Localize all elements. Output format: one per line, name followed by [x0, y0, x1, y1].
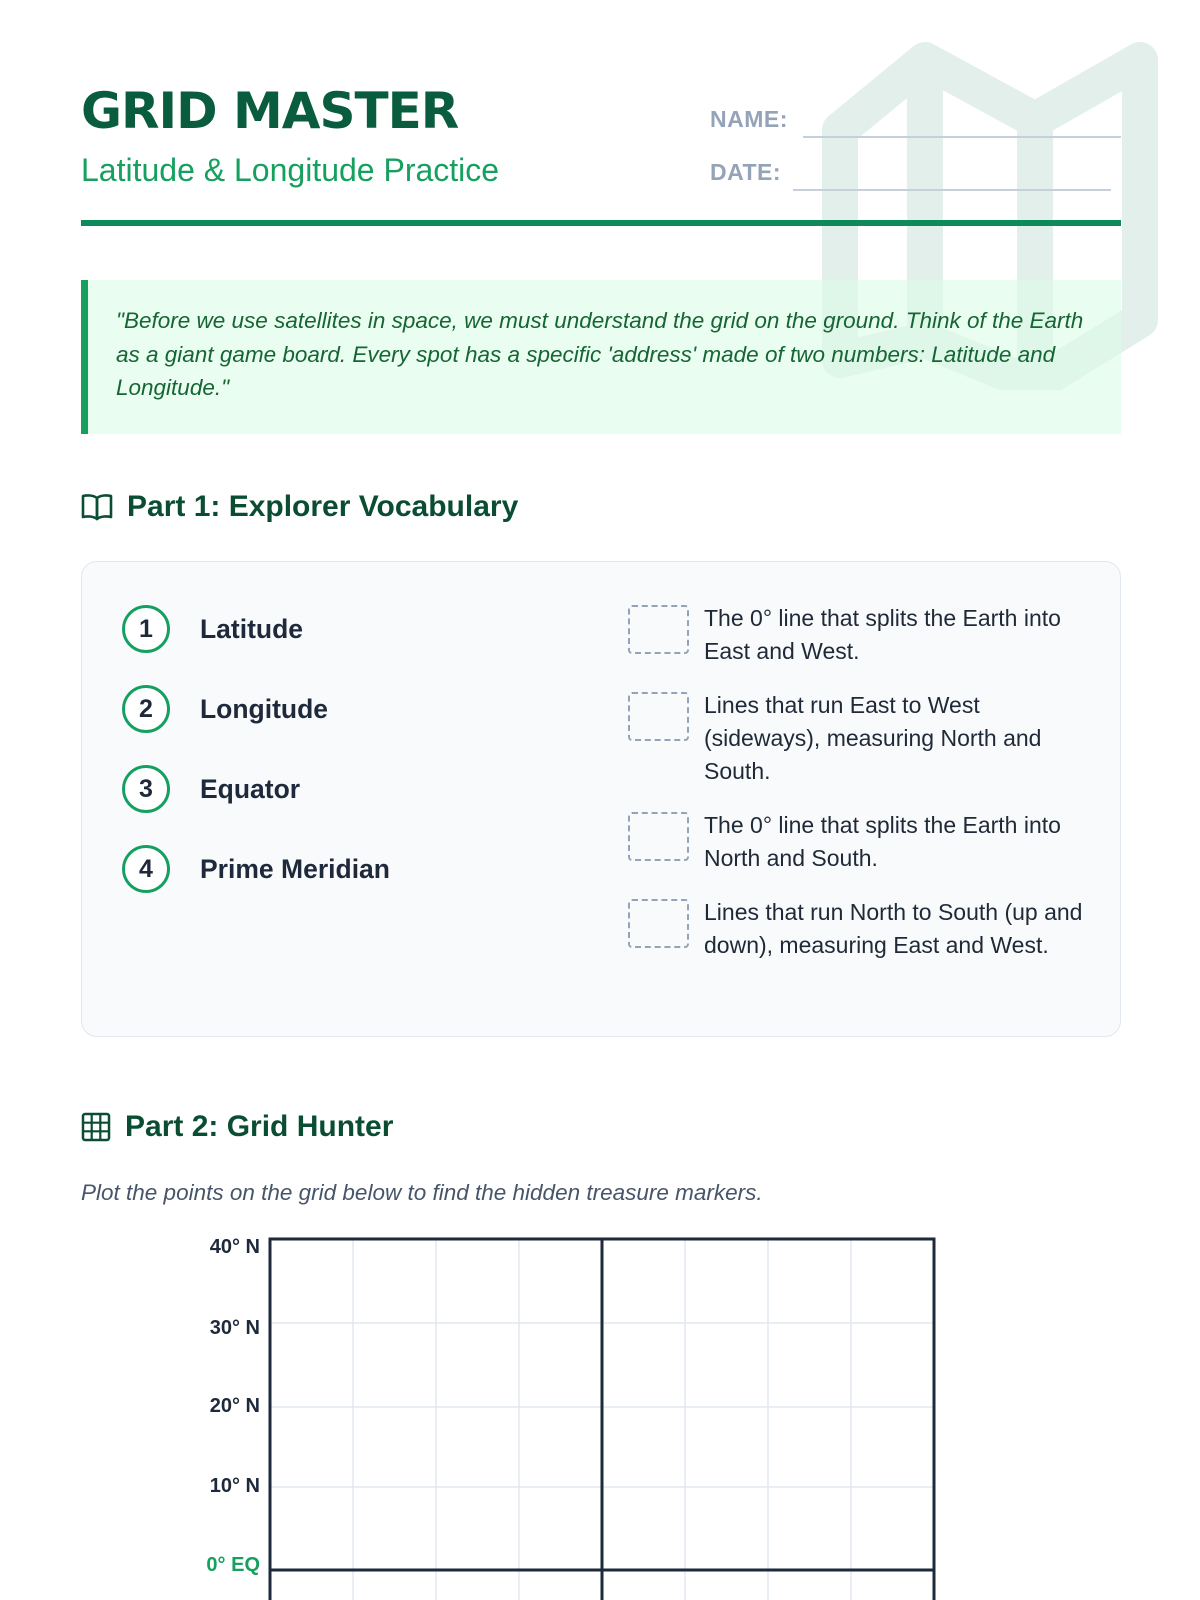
header-divider [81, 220, 1121, 226]
answer-box[interactable] [628, 692, 689, 741]
term-number-badge: 1 [122, 605, 170, 653]
answer-box[interactable] [628, 899, 689, 948]
y-tick-label: 40° N [209, 1236, 260, 1258]
part1-title: Part 1: Explorer Vocabulary [127, 490, 519, 523]
date-label: DATE: [710, 159, 782, 185]
name-label: NAME: [710, 106, 788, 132]
grid-icon [81, 1112, 111, 1142]
intro-quote-text: "Before we use satellites in space, we must understand the grid on the ground. Think of the Earth as a giant game board. Every spot has a specific 'address' made of two numbers: Latitude and Longitude." [116, 308, 1084, 400]
part1-heading [81, 490, 518, 524]
term-item [122, 845, 390, 893]
term-label: Longitude [200, 693, 329, 724]
part2-title: Part 2: Grid Hunter [125, 1110, 394, 1143]
grid-instruction: Plot the points on the grid below to find the hidden treasure markers. [81, 1180, 763, 1205]
vocabulary-matching-box [81, 561, 1121, 1037]
term-label: Prime Meridian [200, 853, 390, 884]
definition-text: The 0° line that splits the Earth into North and South. [704, 812, 1061, 871]
term-number-badge: 2 [122, 685, 170, 733]
intro-quote [81, 280, 1121, 434]
y-tick-label: 30° N [209, 1317, 260, 1339]
date-field[interactable] [793, 189, 1111, 191]
part2-heading [81, 1110, 393, 1144]
answer-box[interactable] [628, 605, 689, 654]
definition-item [628, 689, 1088, 788]
definition-item [628, 602, 1088, 668]
term-item [122, 685, 328, 733]
y-tick-label: 20° N [209, 1395, 260, 1417]
coordinate-grid[interactable] [180, 1225, 960, 1600]
equator-tick-label: 0° EQ [206, 1554, 260, 1576]
term-label: Latitude [200, 613, 304, 644]
definition-text: Lines that run East to West (sideways), measuring North and South. [704, 692, 1042, 784]
term-item [122, 605, 303, 653]
answer-box[interactable] [628, 812, 689, 861]
book-icon [81, 492, 113, 522]
term-number-badge: 3 [122, 765, 170, 813]
term-label: Equator [200, 773, 301, 804]
term-number-badge: 4 [122, 845, 170, 893]
term-item [122, 765, 300, 813]
page-subtitle: Latitude & Longitude Practice [81, 152, 500, 188]
definition-text: Lines that run North to South (up and down), measuring East and West. [704, 899, 1083, 958]
definition-item [628, 809, 1088, 875]
name-field[interactable] [803, 136, 1121, 138]
definition-text: The 0° line that splits the Earth into East and West. [704, 605, 1061, 664]
definition-item [628, 896, 1088, 962]
page-title: GRID MASTER [81, 82, 459, 140]
y-tick-label: 10° N [209, 1475, 260, 1497]
